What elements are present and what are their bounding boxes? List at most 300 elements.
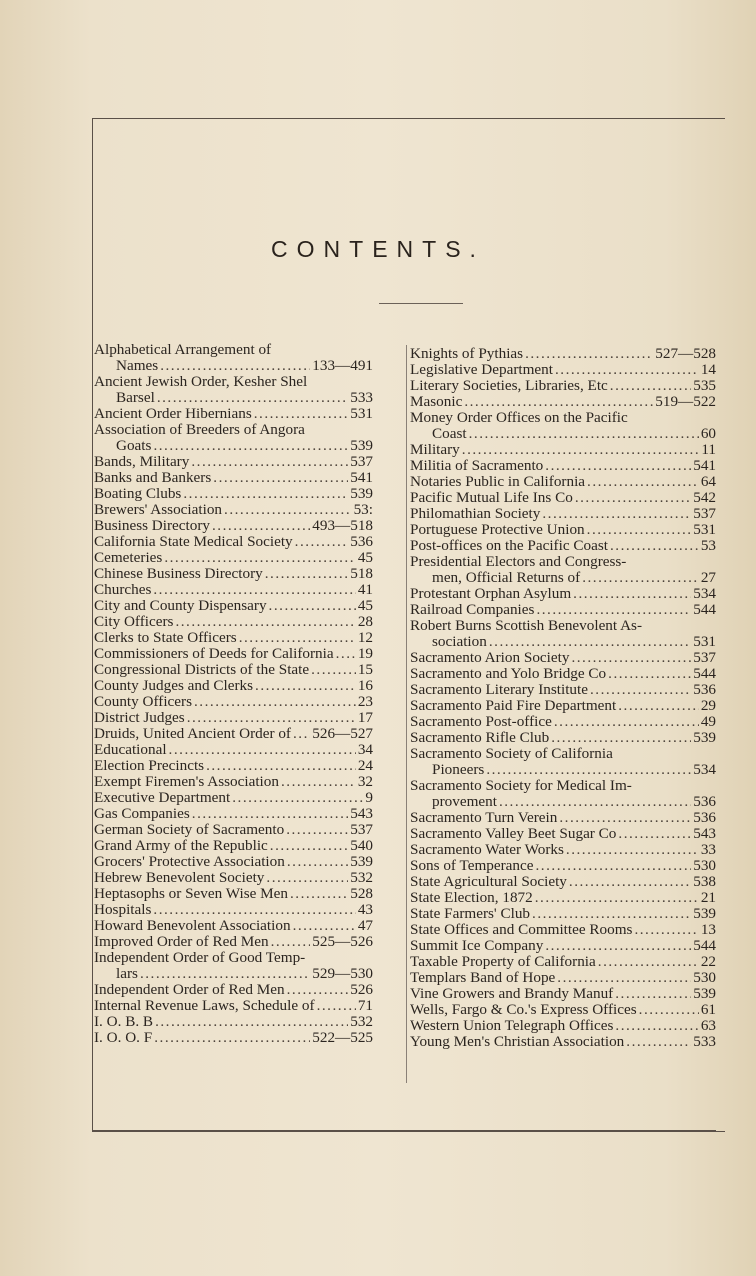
- entry-title: State Agricultural Society: [410, 873, 567, 890]
- entry-page-number: 49: [700, 713, 716, 730]
- contents-entry: [94, 854, 373, 870]
- leader-dots: [573, 586, 691, 602]
- entry-page-number: 542: [693, 489, 716, 506]
- entry-title: County Judges and Clerks: [94, 677, 254, 694]
- leader-dots: [551, 730, 691, 746]
- entry-title: Names: [116, 357, 159, 374]
- entry-title: Improved Order of Red Men: [94, 933, 269, 950]
- entry-page-number: 24: [357, 757, 373, 774]
- contents-entry: [94, 758, 373, 774]
- entry-page-number: 535: [693, 377, 716, 394]
- contents-entry: [94, 598, 373, 614]
- contents-entry: [410, 650, 716, 666]
- contents-entry: [94, 502, 373, 518]
- contents-entry: [410, 378, 716, 394]
- entry-title: Grocers' Protective Association: [94, 853, 285, 870]
- leader-dots: [270, 838, 348, 854]
- leader-dots: [160, 358, 310, 374]
- entry-page-number: 32: [357, 773, 373, 790]
- entry-page-number: 533: [693, 1033, 716, 1050]
- bottom-rule: [92, 1130, 716, 1131]
- entry-page-number: 493—518: [312, 517, 373, 534]
- entry-title: Militia of Sacramento: [410, 457, 544, 474]
- contents-entry: [410, 826, 716, 842]
- contents-entry: [410, 938, 716, 954]
- leader-dots: [154, 1030, 310, 1046]
- leader-dots: [153, 902, 355, 918]
- entry-title: Howard Benevolent Association: [94, 917, 291, 934]
- contents-entry: [94, 950, 373, 982]
- entry-page-number: 529—530: [312, 965, 373, 982]
- leader-dots: [155, 1014, 348, 1030]
- contents-entry: [410, 506, 716, 522]
- contents-entry: [94, 726, 373, 742]
- entry-page-number: 14: [700, 361, 716, 378]
- leader-dots: [293, 918, 356, 934]
- entry-title: Pioneers: [432, 761, 485, 778]
- entry-title: Templars Band of Hope: [410, 969, 556, 986]
- entry-title: Exempt Firemen's Association: [94, 773, 279, 790]
- leader-dots: [287, 854, 348, 870]
- entry-title: Sacramento Valley Beet Sugar Co: [410, 825, 617, 842]
- entry-title: Vine Growers and Brandy Manuf: [410, 985, 614, 1002]
- entry-page-number: 541: [693, 457, 716, 474]
- entry-title: Sons of Temperance: [410, 857, 534, 874]
- leader-dots: [536, 858, 692, 874]
- entry-page-number: 539: [693, 905, 716, 922]
- entry-title: I. O. B. B: [94, 1013, 154, 1030]
- entry-page-number: 43: [357, 901, 373, 918]
- leader-dots: [618, 698, 699, 714]
- leader-dots: [169, 742, 356, 758]
- entry-title: Summit Ice Company: [410, 937, 544, 954]
- leader-dots: [610, 538, 699, 554]
- leader-dots: [542, 506, 691, 522]
- leader-dots: [590, 682, 691, 698]
- contents-entry: [410, 890, 716, 906]
- entry-title-line: Sacramento Society of California: [410, 745, 613, 762]
- entry-page-number: 539: [693, 729, 716, 746]
- entry-page-number: 53:: [353, 501, 373, 518]
- column-divider: [406, 345, 407, 1083]
- entry-title-line: Money Order Offices on the Pacific: [410, 409, 628, 426]
- leader-dots: [269, 598, 356, 614]
- contents-entry: [410, 1002, 716, 1018]
- contents-entry: [94, 374, 373, 406]
- contents-entry: [94, 806, 373, 822]
- contents-entry: [410, 666, 716, 682]
- entry-title: Sacramento Paid Fire Department: [410, 697, 617, 714]
- entry-title: Congressional Districts of the State: [94, 661, 310, 678]
- entry-page-number: 45: [357, 549, 373, 566]
- contents-entry: [94, 630, 373, 646]
- leader-dots: [587, 474, 699, 490]
- entry-title: I. O. O. F: [94, 1029, 153, 1046]
- contents-entry: [94, 870, 373, 886]
- entry-page-number: 534: [693, 585, 716, 602]
- entry-title: Hebrew Benevolent Society: [94, 869, 265, 886]
- entry-page-number: 13: [700, 921, 716, 938]
- entry-title: Sacramento Water Works: [410, 841, 564, 858]
- entry-title: Notaries Public in California: [410, 473, 586, 490]
- entry-page-number: 525—526: [312, 933, 373, 950]
- contents-entry: [410, 474, 716, 490]
- leader-dots: [615, 986, 691, 1002]
- entry-title: Philomathian Society: [410, 505, 541, 522]
- leader-dots: [486, 762, 691, 778]
- leader-dots: [598, 954, 699, 970]
- entry-title: Literary Societies, Libraries, Etc: [410, 377, 608, 394]
- entry-title-line: Presidential Electors and Congress-: [410, 553, 627, 570]
- entry-page-number: 540: [350, 837, 373, 854]
- contents-entry: [94, 486, 373, 502]
- leader-dots: [618, 826, 691, 842]
- leader-dots: [489, 634, 691, 650]
- entry-title: Hospitals: [94, 901, 152, 918]
- contents-entry: [410, 906, 716, 922]
- entry-title: Commissioners of Deeds for California: [94, 645, 334, 662]
- contents-entry: [410, 874, 716, 890]
- entry-title: Sacramento Turn Verein: [410, 809, 558, 826]
- contents-entry: [94, 406, 373, 422]
- entry-page-number: 539: [350, 485, 373, 502]
- contents-entry: [410, 698, 716, 714]
- contents-entry: [94, 534, 373, 550]
- entry-page-number: 47: [357, 917, 373, 934]
- leader-dots: [525, 346, 653, 362]
- contents-entry: [94, 678, 373, 694]
- leader-dots: [545, 458, 691, 474]
- entry-page-number: 45: [357, 597, 373, 614]
- contents-entry: [410, 858, 716, 874]
- contents-entry: [410, 394, 716, 410]
- entry-page-number: 537: [350, 821, 373, 838]
- leader-dots: [634, 922, 698, 938]
- entry-page-number: 526—527: [312, 725, 373, 742]
- entry-title: Goats: [116, 437, 152, 454]
- leader-dots: [536, 602, 691, 618]
- leader-dots: [271, 934, 311, 950]
- contents-entry: [410, 346, 716, 362]
- leader-dots: [183, 486, 348, 502]
- contents-entry: [94, 982, 373, 998]
- entry-page-number: 528: [350, 885, 373, 902]
- entry-title-line: Robert Burns Scottish Benevolent As-: [410, 617, 643, 634]
- contents-entry: [410, 954, 716, 970]
- contents-entry: [94, 838, 373, 854]
- entry-title: Sacramento Rifle Club: [410, 729, 550, 746]
- entry-title: State Farmers' Club: [410, 905, 531, 922]
- contents-right-column: [410, 346, 716, 1050]
- entry-page-number: 536: [693, 809, 716, 826]
- entry-page-number: 530: [693, 857, 716, 874]
- entry-title: City Officers: [94, 613, 174, 630]
- leader-dots: [175, 614, 355, 630]
- leader-dots: [206, 758, 356, 774]
- entry-page-number: 518: [350, 565, 373, 582]
- leader-dots: [224, 502, 352, 518]
- entry-page-number: 53: [700, 537, 716, 554]
- entry-page-number: 71: [357, 997, 373, 1014]
- contents-entry: [94, 710, 373, 726]
- leader-dots: [213, 470, 348, 486]
- contents-entry: [410, 746, 716, 778]
- leader-dots: [255, 678, 356, 694]
- entry-page-number: 15: [357, 661, 373, 678]
- leader-dots: [464, 394, 653, 410]
- contents-entry: [94, 342, 373, 374]
- leader-dots: [571, 650, 691, 666]
- leader-dots: [254, 406, 348, 422]
- entry-title: Grand Army of the Republic: [94, 837, 268, 854]
- entry-title: Knights of Pythias: [410, 345, 524, 362]
- entry-title: Pacific Mutual Life Ins Co: [410, 489, 573, 506]
- contents-entry: [410, 1034, 716, 1050]
- contents-entry: [94, 1014, 373, 1030]
- contents-entry: [94, 582, 373, 598]
- leader-dots: [287, 982, 349, 998]
- entry-title: Barsel: [116, 389, 155, 406]
- contents-entry: [94, 742, 373, 758]
- contents-entry: [94, 518, 373, 534]
- entry-page-number: 539: [693, 985, 716, 1002]
- entry-page-number: 531: [693, 521, 716, 538]
- entry-title: Clerks to State Officers: [94, 629, 237, 646]
- leader-dots: [212, 518, 310, 534]
- contents-entry: [410, 458, 716, 474]
- entry-page-number: 17: [357, 709, 373, 726]
- entry-title: Boating Clubs: [94, 485, 182, 502]
- entry-title: Internal Revenue Laws, Schedule of: [94, 997, 315, 1014]
- entry-page-number: 536: [350, 533, 373, 550]
- contents-entry: [94, 614, 373, 630]
- entry-title-line: Sacramento Society for Medical Im-: [410, 777, 632, 794]
- entry-title: Railroad Companies: [410, 601, 535, 618]
- entry-title: Sacramento Post-office: [410, 713, 552, 730]
- entry-page-number: 16: [357, 677, 373, 694]
- entry-title: Ancient Order Hibernians: [94, 405, 252, 422]
- entry-page-number: 61: [700, 1001, 716, 1018]
- entry-title: Western Union Telegraph Offices: [410, 1017, 614, 1034]
- contents-entry: [94, 902, 373, 918]
- contents-entry: [94, 774, 373, 790]
- contents-entry: [410, 522, 716, 538]
- contents-entry: [410, 490, 716, 506]
- contents-entry: [410, 986, 716, 1002]
- entry-title: Banks and Bankers: [94, 469, 212, 486]
- leader-dots: [532, 906, 691, 922]
- contents-entry: [94, 422, 373, 454]
- entry-page-number: 532: [350, 1013, 373, 1030]
- contents-entry: [94, 1030, 373, 1046]
- contents-entry: [410, 714, 716, 730]
- leader-dots: [555, 362, 699, 378]
- leader-dots: [469, 426, 699, 442]
- leader-dots: [336, 646, 356, 662]
- entry-title: Churches: [94, 581, 152, 598]
- entry-title: Bands, Military: [94, 453, 190, 470]
- leader-dots: [157, 390, 348, 406]
- leader-dots: [545, 938, 691, 954]
- entry-title: German Society of Sacramento: [94, 821, 285, 838]
- entry-page-number: 537: [693, 505, 716, 522]
- entry-title: Masonic: [410, 393, 463, 410]
- contents-entry: [94, 918, 373, 934]
- entry-page-number: 537: [350, 453, 373, 470]
- entry-title: Business Directory: [94, 517, 210, 534]
- entry-title-line: Alphabetical Arrangement of: [94, 341, 272, 358]
- entry-title: sociation: [432, 633, 487, 650]
- entry-title: City and County Dispensary: [94, 597, 267, 614]
- entry-title-line: Independent Order of Good Temp-: [94, 949, 306, 966]
- leader-dots: [295, 534, 349, 550]
- entry-page-number: 544: [693, 937, 716, 954]
- leader-dots: [569, 874, 691, 890]
- entry-title: Legislative Department: [410, 361, 553, 378]
- entry-page-number: 534: [693, 761, 716, 778]
- contents-entry: [410, 970, 716, 986]
- entry-title: Protestant Orphan Asylum: [410, 585, 572, 602]
- entry-title: Young Men's Christian Association: [410, 1033, 625, 1050]
- entry-page-number: 19: [357, 645, 373, 662]
- leader-dots: [615, 1018, 698, 1034]
- leader-dots: [187, 710, 356, 726]
- leader-dots: [499, 794, 691, 810]
- entry-page-number: 532: [350, 869, 373, 886]
- leader-dots: [194, 694, 356, 710]
- entry-title: Cemeteries: [94, 549, 163, 566]
- entry-title: Portuguese Protective Union: [410, 521, 585, 538]
- leader-dots: [587, 522, 692, 538]
- leader-dots: [626, 1034, 691, 1050]
- entry-title: Post-offices on the Pacific Coast: [410, 537, 608, 554]
- entry-page-number: 64: [700, 473, 716, 490]
- contents-entry: [410, 554, 716, 586]
- entry-page-number: 541: [350, 469, 373, 486]
- contents-entry: [410, 682, 716, 698]
- leader-dots: [153, 582, 355, 598]
- leader-dots: [311, 662, 356, 678]
- entry-page-number: 531: [693, 633, 716, 650]
- entry-title: Executive Department: [94, 789, 231, 806]
- entry-page-number: 63: [700, 1017, 716, 1034]
- entry-title: lars: [116, 965, 138, 982]
- contents-entry: [410, 730, 716, 746]
- entry-page-number: 544: [693, 601, 716, 618]
- entry-page-number: 34: [357, 741, 373, 758]
- contents-entry: [410, 410, 716, 442]
- leader-dots: [535, 890, 699, 906]
- contents-entry: [94, 694, 373, 710]
- entry-title: State Election, 1872: [410, 889, 533, 906]
- entry-page-number: 536: [693, 681, 716, 698]
- leader-dots: [582, 570, 699, 586]
- contents-entry: [410, 1018, 716, 1034]
- entry-title: Military: [410, 441, 460, 458]
- entry-title: Educational: [94, 741, 167, 758]
- contents-entry: [410, 362, 716, 378]
- entry-page-number: 530: [693, 969, 716, 986]
- leader-dots: [239, 630, 356, 646]
- leader-dots: [286, 822, 348, 838]
- contents-entry: [94, 662, 373, 678]
- entry-title: Sacramento Arion Society: [410, 649, 570, 666]
- leader-dots: [462, 442, 700, 458]
- entry-title-line: Association of Breeders of Angora: [94, 421, 305, 438]
- entry-page-number: 531: [350, 405, 373, 422]
- leader-dots: [266, 870, 348, 886]
- leader-dots: [232, 790, 363, 806]
- entry-page-number: 133—491: [312, 357, 373, 374]
- contents-entry: [94, 454, 373, 470]
- leader-dots: [554, 714, 699, 730]
- entry-title: Taxable Property of California: [410, 953, 596, 970]
- contents-entry: [94, 934, 373, 950]
- leader-dots: [281, 774, 356, 790]
- leader-dots: [575, 490, 691, 506]
- leader-dots: [192, 806, 348, 822]
- page-title: CONTENTS.: [271, 236, 485, 262]
- entry-title: Chinese Business Directory: [94, 565, 263, 582]
- entry-title: Heptasophs or Seven Wise Men: [94, 885, 288, 902]
- entry-page-number: 9: [365, 789, 373, 806]
- leader-dots: [191, 454, 348, 470]
- entry-title: County Officers: [94, 693, 192, 710]
- leader-dots: [608, 666, 691, 682]
- entry-title: Sacramento Literary Institute: [410, 681, 588, 698]
- contents-entry: [94, 790, 373, 806]
- entry-page-number: 519—522: [655, 393, 716, 410]
- entry-page-number: 23: [357, 693, 373, 710]
- contents-entry: [410, 778, 716, 810]
- entry-page-number: 544: [693, 665, 716, 682]
- entry-page-number: 27: [700, 569, 716, 586]
- contents-entry: [94, 566, 373, 582]
- entry-page-number: 28: [357, 613, 373, 630]
- leader-dots: [293, 726, 310, 742]
- entry-title: Independent Order of Red Men: [94, 981, 285, 998]
- entry-title: Sacramento and Yolo Bridge Co: [410, 665, 607, 682]
- entry-title: State Offices and Committee Rooms: [410, 921, 633, 938]
- leader-dots: [559, 810, 691, 826]
- entry-page-number: 29: [700, 697, 716, 714]
- leader-dots: [639, 1002, 699, 1018]
- contents-entry: [94, 550, 373, 566]
- contents-left-column: [94, 342, 373, 1046]
- contents-entry: [94, 998, 373, 1014]
- entry-title: Election Precincts: [94, 757, 205, 774]
- entry-title-line: Ancient Jewish Order, Kesher Shel: [94, 373, 308, 390]
- contents-entry: [94, 646, 373, 662]
- contents-entry: [410, 618, 716, 650]
- entry-page-number: 537: [693, 649, 716, 666]
- contents-entry: [94, 822, 373, 838]
- entry-page-number: 539: [350, 853, 373, 870]
- entry-page-number: 543: [350, 805, 373, 822]
- entry-title: Gas Companies: [94, 805, 190, 822]
- contents-entry: [410, 602, 716, 618]
- contents-entry: [94, 886, 373, 902]
- contents-entry: [410, 442, 716, 458]
- contents-entry: [410, 922, 716, 938]
- entry-page-number: 526: [350, 981, 373, 998]
- leader-dots: [140, 966, 310, 982]
- leader-dots: [557, 970, 691, 986]
- entry-page-number: 22: [700, 953, 716, 970]
- entry-page-number: 533: [350, 389, 373, 406]
- entry-title: Brewers' Association: [94, 501, 223, 518]
- entry-title: provement: [432, 793, 497, 810]
